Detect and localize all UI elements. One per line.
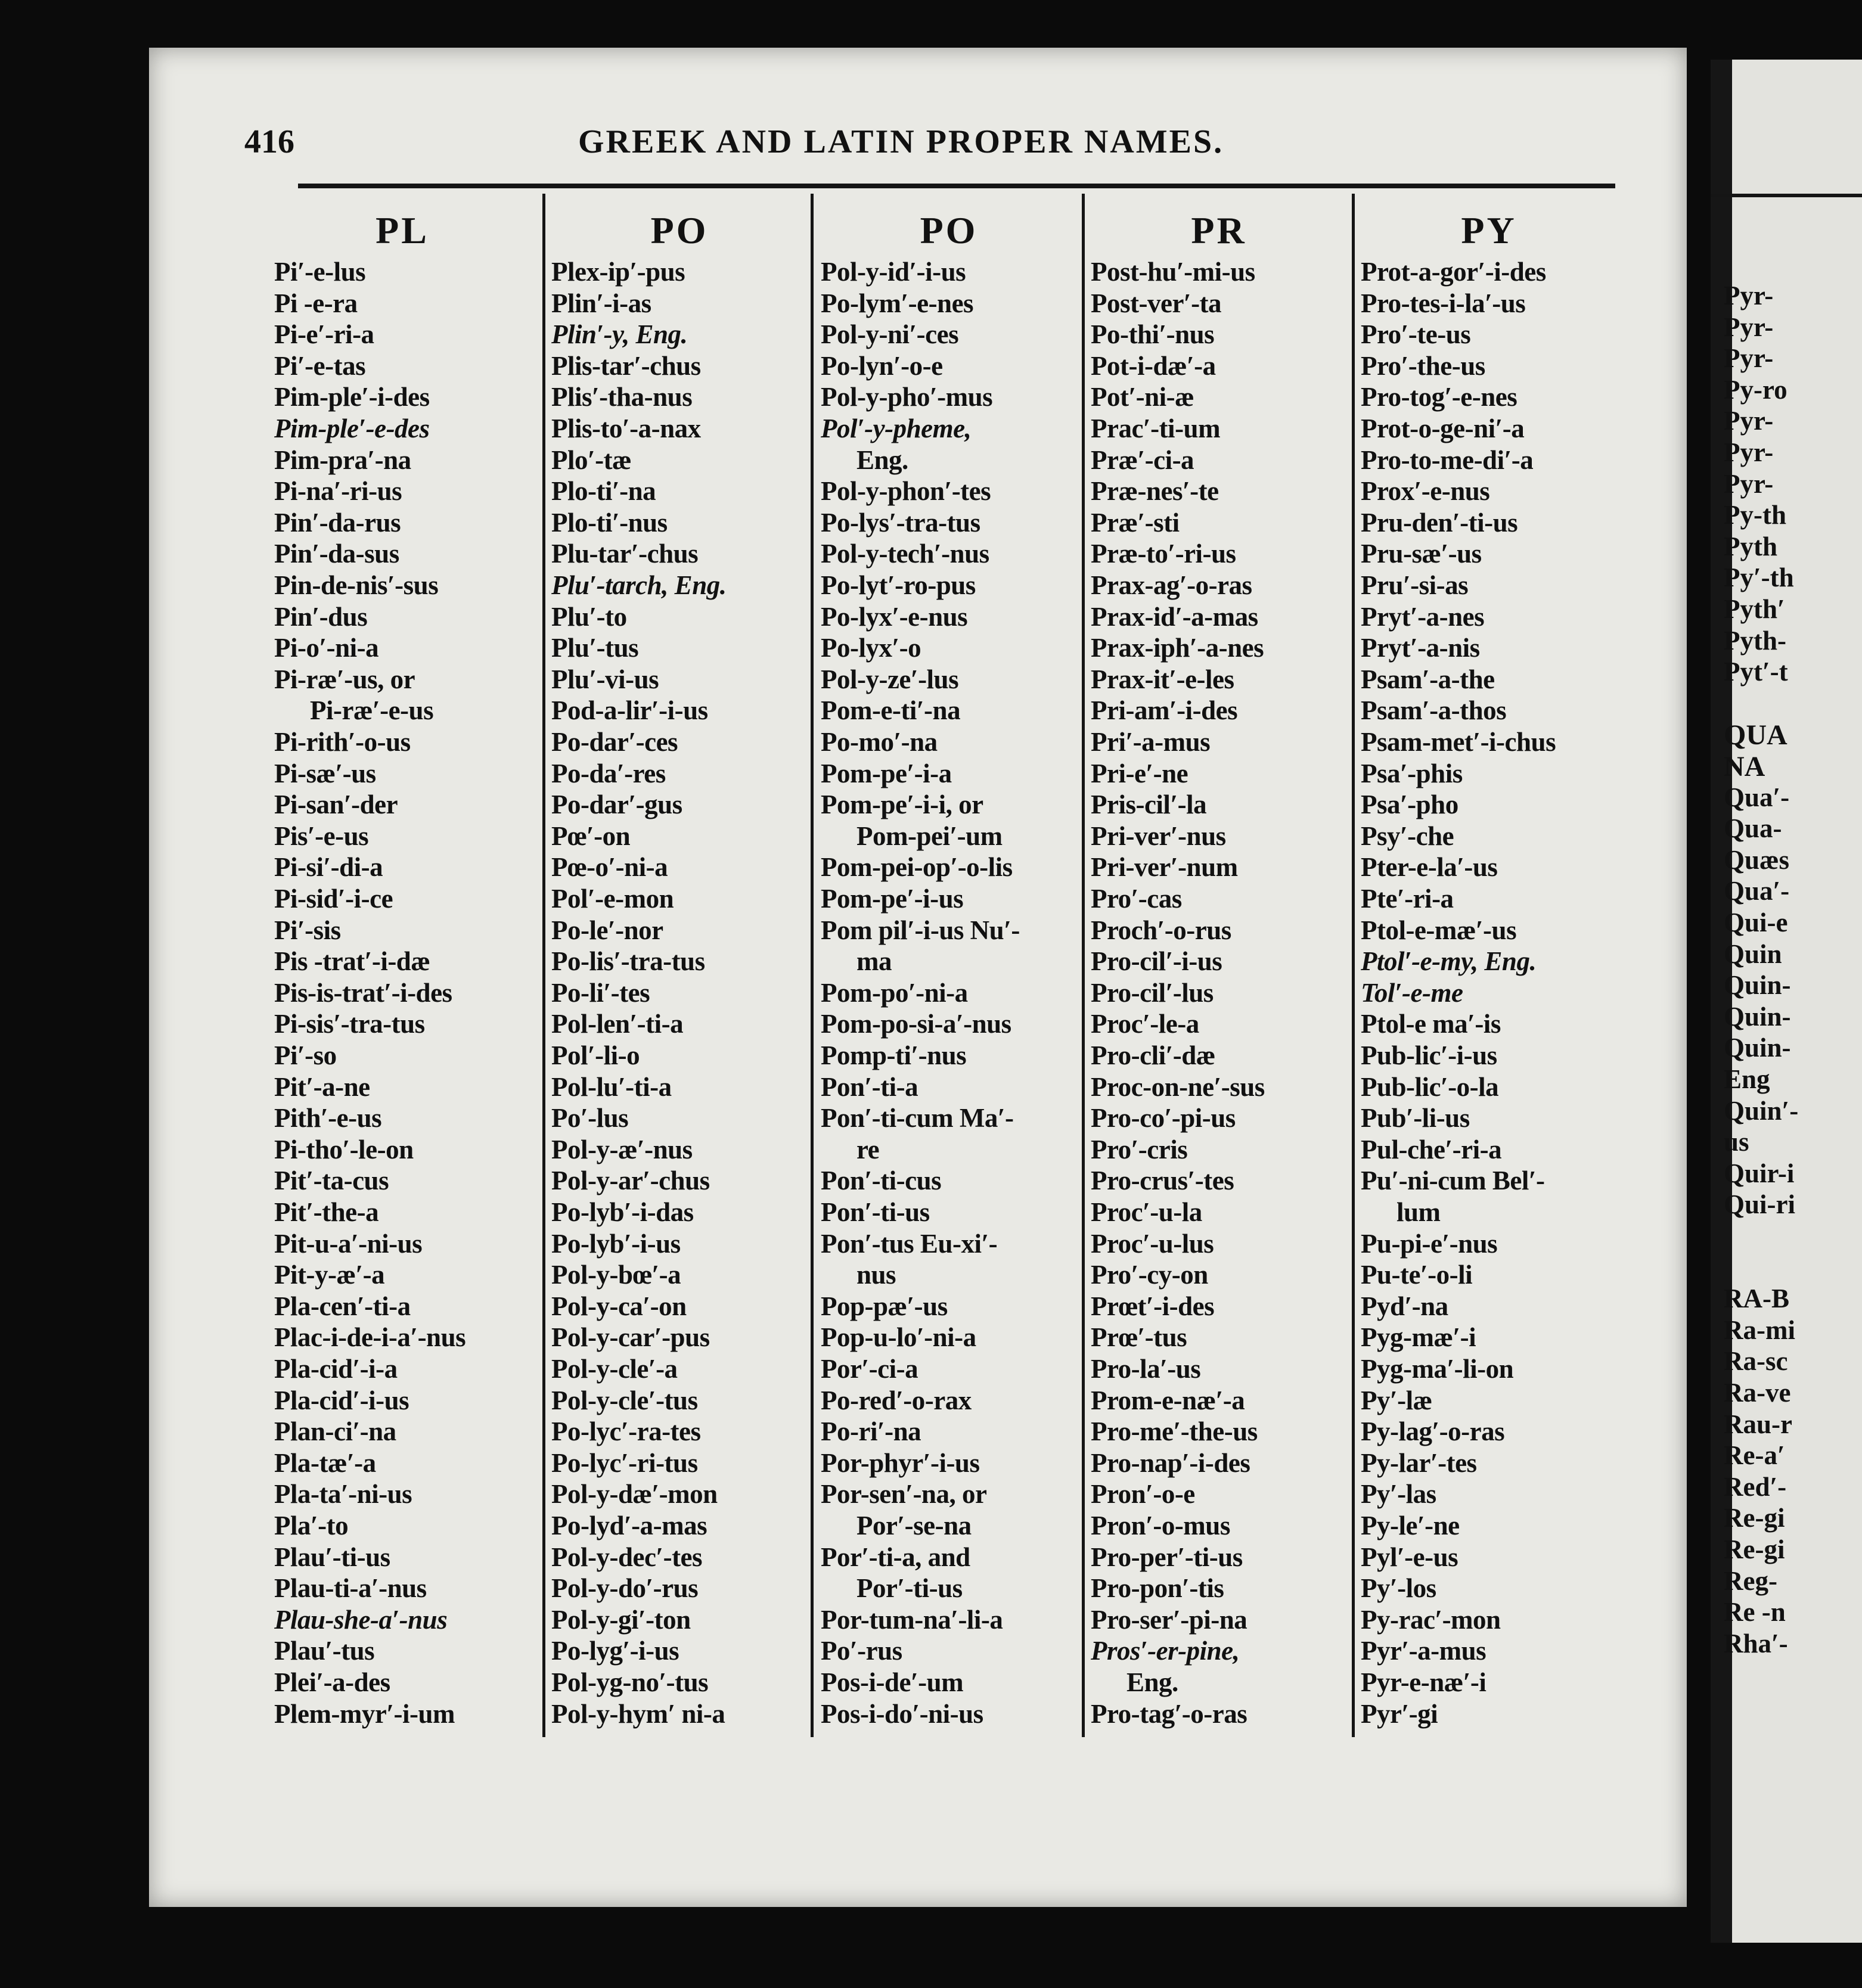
name-entry: Por′-ti-us [856,1573,963,1604]
name-entry: Pro-cil′-lus [1091,977,1214,1008]
name-entry: Pis′-e-us [274,821,369,851]
facing-page-entry: Qua- [1724,813,1782,844]
facing-page-entry: Quin- [1724,1001,1791,1032]
name-entry: Prax-iph′-a-nes [1091,633,1264,663]
name-entry: Po-li′-tes [551,977,650,1008]
name-entry: Pol-y-gi′-ton [551,1604,691,1635]
name-entry: Pi-sid′-i-ce [274,884,393,914]
column-po-1 [551,209,808,1746]
name-entry: Pro-to-me-di′-a [1361,445,1534,475]
name-entry: Pro-per′-ti-us [1091,1542,1243,1572]
name-entry: Pos-i-de′-um [821,1667,964,1697]
name-entry: Pri′-a-mus [1091,727,1211,757]
name-entry: Pot′-ni-æ [1091,382,1194,412]
facing-page-entry: Rau-r [1724,1409,1792,1439]
name-entry: Plau-ti-a′-nus [274,1573,427,1604]
name-entry: Plei′-a-des [274,1667,390,1697]
name-entry: Pu-pi-e′-nus [1361,1228,1498,1259]
name-entry: Py-lar′-tes [1361,1447,1477,1478]
name-entry: Pu′-ni-cum Bel′- [1361,1166,1545,1196]
name-entry: Py′-los [1361,1573,1436,1604]
name-entry: Plo′-tæ [551,445,632,475]
facing-page-entry: Re-gi [1724,1503,1785,1533]
name-entry: Plo-ti′-na [551,476,656,507]
name-entry: Por-phyr′-i-us [821,1447,980,1478]
header-rule [298,184,1615,188]
name-entry: Pyr-e-næ′-i [1361,1667,1487,1697]
facing-page-entry: Pyr- [1724,437,1774,467]
name-entry: Pim-pra′-na [274,445,411,475]
name-entry: Pri-ver′-nus [1091,821,1226,851]
name-entry: Pol-y-id′-i-us [821,257,966,287]
name-entry: Pris-cil′-la [1091,790,1207,820]
name-entry: Pyl′-e-us [1361,1542,1458,1572]
name-entry: Pyr′-gi [1361,1698,1438,1729]
name-entry: Pul-che′-ri-a [1361,1134,1502,1164]
name-entry: Plis′-tha-nus [551,382,693,412]
name-entry: Pro′-the-us [1361,350,1485,381]
name-entry: Pod-a-lir′-i-us [551,695,708,726]
name-entry: Plu′-vi-us [551,664,659,694]
name-entry: Pi-sis′-tra-tus [274,1009,425,1039]
name-entry: ma [856,946,892,977]
facing-page-entry: us [1724,1127,1749,1157]
name-entry: Plau′-tus [274,1636,375,1666]
facing-page-entry: Qui-e [1724,908,1788,937]
name-entry: Plan-ci′-na [274,1417,396,1447]
facing-page-entry: Py′-th [1724,563,1794,593]
name-entry: Post-hu′-mi-us [1091,257,1255,287]
name-entry: Pon′-ti-cus [821,1166,942,1196]
page-header [244,119,1615,173]
name-entry: Po-mo′-na [821,727,938,757]
name-entry: Prax-ag′-o-ras [1091,570,1252,600]
column-heading: PO [650,209,709,251]
facing-page-entry: Ra-sc [1724,1346,1788,1377]
name-entry: Pot-i-dæ′-a [1091,350,1216,381]
name-entry: Po-ri′-na [821,1417,921,1447]
name-entry: Po-lyx′-o [821,633,921,663]
name-entry: Pith′-e-us [274,1103,382,1133]
name-entry: Pit-u-a′-ni-us [274,1228,423,1259]
name-entry: Po-lyb′-i-us [551,1228,681,1259]
name-entry: Pri-ver′-num [1091,852,1238,883]
facing-page-entry: Qui-ri [1724,1189,1795,1220]
name-entry: Pomp-ti′-nus [821,1040,967,1070]
name-entry: Præ-nes′-te [1091,476,1219,507]
name-entry: Pon′-ti-a [821,1071,918,1102]
name-entry: Po-le′-nor [551,915,663,945]
name-entry: Pi′-sis [274,915,341,945]
name-entry: Pro-crus′-tes [1091,1166,1234,1196]
name-entry: Pol-y-dec′-tes [551,1542,703,1572]
name-entry: Proch′-o-rus [1091,915,1231,945]
name-entry: Psy′-che [1361,821,1454,851]
name-entry: Pla-ta′-ni-us [274,1479,412,1509]
name-entry: Pin-de-nis′-sus [274,570,439,600]
name-entry: Præ′-ci-a [1091,445,1194,475]
name-entry: Pos-i-do′-ni-us [821,1698,983,1729]
name-entry: Po-lyc′-ra-tes [551,1417,701,1447]
name-entry: Pop-pæ′-us [821,1291,948,1321]
facing-page-entry: Pyth′ [1724,594,1785,624]
facing-page-entry: Red′- [1724,1471,1787,1502]
facing-page-fragment [1711,60,1862,1943]
name-entry: Pro-co′-pi-us [1091,1103,1236,1133]
name-entry: Tol′-e-me [1361,977,1463,1008]
name-entry: Por-sen′-na, or [821,1479,987,1509]
name-entry: Pro-cli′-dæ [1091,1040,1215,1070]
name-entry: Pon′-ti-us [821,1197,930,1227]
name-entry: Pla-cid′-i-a [274,1354,398,1384]
name-entry: Eng. [856,445,908,475]
name-entry: Pom-po′-ni-a [821,977,968,1008]
name-entry: Pryt′-a-nis [1361,633,1480,663]
name-entry: Po-lyb′-i-das [551,1197,694,1227]
name-entry: Pru-den′-ti-us [1361,507,1518,538]
name-entry: re [856,1134,880,1164]
name-entry: Pro′-cy-on [1091,1260,1208,1290]
name-entry: Pros′-er-pine, [1091,1636,1240,1666]
name-entry: Po-lyc′-ri-tus [551,1447,698,1478]
column-divider [811,194,814,1737]
name-entry: Pol-y-ni′-ces [821,319,959,350]
facing-page-entry: Py-th [1724,500,1786,530]
name-entry: Psa′-pho [1361,790,1458,820]
name-entry: Plau-she-a′-nus [274,1604,448,1635]
name-entry: Pin′-da-rus [274,507,401,538]
running-title: GREEK AND LATIN PROPER NAMES. [578,123,1224,160]
name-entry: Pro′-cris [1091,1134,1188,1164]
name-entry: Po-lym′-e-nes [821,288,974,318]
column-pr [1091,209,1347,1746]
name-entry: Præ′-sti [1091,507,1180,538]
name-entry: Po-lyd′-a-mas [551,1511,707,1540]
name-entry: Pro-tes-i-la′-us [1361,288,1526,318]
name-entry: Pi′-so [274,1040,337,1070]
facing-page-entry: NA [1724,751,1765,782]
name-entry: Py′-læ [1361,1385,1432,1415]
name-entry: Pol-y-ar′-chus [551,1166,710,1196]
name-entry: Proc′-u-la [1091,1197,1202,1227]
name-entry: Py-le′-ne [1361,1511,1460,1540]
name-entry: Plex-ip′-pus [551,257,685,287]
facing-page-entry: Pyt′-t [1724,657,1788,687]
facing-head-rule [1711,194,1862,197]
name-entry: Pol-y-dæ′-mon [551,1479,718,1509]
facing-page-entry: Pyr- [1724,343,1774,374]
name-entry: Prot-a-gor′-i-des [1361,257,1546,287]
name-entry: Pol-y-ze′-lus [821,664,959,694]
name-entry: Pis -trat′-i-dæ [274,946,430,977]
name-entry: Pu-te′-o-li [1361,1260,1473,1290]
name-entry: Ptol-e-mæ′-us [1361,915,1517,945]
name-entry: Pol′-li-o [551,1040,640,1070]
name-entry: Pru-sæ′-us [1361,539,1482,569]
facing-page-entry: Ra-mi [1724,1315,1795,1345]
facing-page-entry: Ra-ve [1724,1378,1791,1408]
name-entry: Py′-las [1361,1479,1436,1509]
name-entry: Pœ-o′-ni-a [551,852,668,883]
facing-page-entry: Pyr- [1724,468,1774,499]
column-heading: PR [1191,209,1247,251]
name-entry: Po-dar′-ces [551,727,678,757]
name-entry: Pub-lic′-i-us [1361,1040,1497,1070]
name-entry: Pru′-si-as [1361,570,1469,600]
name-entry: Por′-ci-a [821,1354,918,1384]
name-entry: Pi-na′-ri-us [274,476,402,507]
name-entry: Pol-y-æ′-nus [551,1134,693,1164]
name-entry: Plis-tar′-chus [551,350,701,381]
name-entry: nus [856,1260,896,1290]
name-entry: Prax-id′-a-mas [1091,601,1258,632]
name-entry: Pyg-ma′-li-on [1361,1354,1514,1384]
name-entry: Psa′-phis [1361,758,1463,788]
name-entry: Pro-tog′-e-nes [1361,382,1517,412]
name-entry: Prax-it′-e-les [1091,664,1234,694]
name-entry: Pom-pe′-i-i, or [821,790,983,820]
facing-page-entry: Quin [1724,939,1782,969]
name-entry: Pi-tho′-le-on [274,1134,414,1164]
name-entry: Pi-rith′-o-us [274,727,411,757]
name-entry: Pin′-da-sus [274,539,399,569]
column-heading: PO [920,209,978,251]
facing-page-entry: Pyr- [1724,406,1774,436]
name-entry: Pom pil′-i-us Nu′- [821,915,1020,945]
name-entry: Por-tum-na′-li-a [821,1604,1003,1635]
name-entry: Pi-e′-ri-a [274,319,374,350]
name-entry: Pro-nap′-i-des [1091,1447,1250,1478]
name-entry: Pri-e′-ne [1091,758,1188,788]
name-entry: Pub-lic′-o-la [1361,1071,1499,1102]
name-entry: Pla-tæ′-a [274,1447,376,1478]
name-entry: Pol-yg-no′-tus [551,1667,709,1697]
name-entry: Pit′-the-a [274,1197,379,1227]
name-entry: Proc′-u-lus [1091,1228,1214,1259]
name-entry: Po-red′-o-rax [821,1385,972,1415]
name-entry: Pryt′-a-nes [1361,601,1485,632]
name-entry: Pol-y-bœ′-a [551,1260,681,1290]
name-entry: Prox′-e-nus [1361,476,1490,507]
name-entry: Eng. [1126,1667,1178,1697]
name-entry: Psam-met′-i-chus [1361,727,1556,757]
name-entry: Pro-cil′-i-us [1091,946,1222,977]
column-po-2 [821,209,1077,1746]
name-entry: Prot-o-ge-ni′-a [1361,414,1525,443]
name-entry: Pron′-o-e [1091,1479,1195,1509]
name-entry: Prom-e-næ′-a [1091,1385,1245,1415]
name-entry: Pis-is-trat′-i-des [274,977,452,1008]
name-entry: Plem-myr′-i-um [274,1698,455,1729]
name-entry: Pi-ræ′-us, or [274,664,415,694]
page-number: 416 [244,123,294,160]
name-entry: Pom-e-ti′-na [821,695,961,726]
name-entry: Pyd′-na [1361,1291,1448,1321]
name-entry: Por′-se-na [856,1511,972,1540]
name-entry: Pol-y-phon′-tes [821,476,991,507]
facing-page-entry: Qua′- [1724,876,1790,906]
facing-page-entry: Reg- [1724,1565,1777,1596]
column-divider [1082,194,1085,1737]
name-entry: Prœt′-i-des [1091,1291,1215,1321]
name-entry: Pom-pe′-i-us [821,884,964,914]
facing-page-entry: Py-ro [1724,374,1787,405]
name-entry: Pyg-mæ′-i [1361,1322,1476,1353]
name-entry: Plin′-i-as [551,288,651,318]
facing-page-entry: Eng [1724,1064,1770,1094]
name-entry: Pla-cid′-i-us [274,1385,409,1415]
name-entry: Pub′-li-us [1361,1103,1470,1133]
name-entry: Plin′-y, Eng. [551,319,688,350]
name-entry: Pi-ræ′-e-us [310,695,434,726]
name-entry: Pol-y-pho′-mus [821,382,993,412]
name-entry: Pi-o′-ni-a [274,633,379,663]
name-entry: Plu-tar′-chus [551,539,699,569]
name-entry: Pom-po-si-a′-nus [821,1009,1011,1039]
column-py [1361,209,1617,1746]
name-entry: Plis-to′-a-nax [551,414,701,443]
name-entry: Pyr′-a-mus [1361,1636,1487,1666]
facing-page-entry: Pyr- [1724,281,1774,310]
name-entry: Pro-pon′-tis [1091,1573,1224,1604]
facing-page-entry: Qua′- [1724,782,1790,812]
name-entry: Pol-y-car′-pus [551,1322,710,1353]
name-entry: Po-lis′-tra-tus [551,946,705,977]
name-entry: Por′-ti-a, and [821,1542,970,1572]
name-entry: Pron′-o-mus [1091,1511,1230,1540]
facing-page-entry: Pyth- [1724,625,1786,656]
name-entry: Prac′-ti-um [1091,414,1221,443]
facing-page-entry: QUA [1724,719,1787,751]
column-pl [274,209,530,1746]
name-entry: Prœ′-tus [1091,1322,1187,1353]
name-entry: Plu′-tarch, Eng. [551,570,727,600]
name-entry: Pol-y-tech′-nus [821,539,989,569]
name-entry: Pol′-e-mon [551,884,674,914]
name-entry: Post-ver′-ta [1091,288,1222,318]
name-entry: Po-da′-res [551,758,666,788]
facing-page-entry: Quin- [1724,1033,1791,1063]
name-entry: Pœ′-on [551,821,631,851]
name-entry: Po-lyn′-o-e [821,350,943,381]
name-entry: Pol-len′-ti-a [551,1009,684,1039]
name-entry: Pim-ple′-i-des [274,382,430,412]
name-entry: Po′-lus [551,1103,629,1133]
name-entry: Plu′-tus [551,633,639,663]
name-entry: Pro-tag′-o-ras [1091,1698,1247,1729]
name-entry: Py-rac′-mon [1361,1604,1501,1635]
name-entry: Psam′-a-the [1361,664,1495,694]
name-entry: Pri-am′-i-des [1091,695,1238,726]
name-entry: Pon′-tus Eu-xi′- [821,1228,998,1259]
name-entry: Pol-y-hym′ ni-a [551,1698,725,1729]
name-entry: Py-lag′-o-ras [1361,1417,1505,1447]
name-entry: Po-lys′-tra-tus [821,507,980,538]
column-heading: PL [375,209,429,251]
name-entry: Pim-ple′-e-des [274,414,430,443]
facing-page-entry: Re-gi [1724,1535,1785,1564]
name-entry: Ptol′-e-my, Eng. [1361,946,1537,977]
name-entry: Pom-pe′-i-a [821,758,952,788]
name-entry: Pro′-cas [1091,884,1182,914]
name-entry: Pol′-y-pheme, [821,414,972,443]
name-entry: Pi-san′-der [274,790,398,820]
column-divider [1352,194,1355,1737]
name-entry: Pi-sæ′-us [274,758,376,788]
name-entry: Pte′-ri-a [1361,884,1454,914]
name-entry: Præ-to′-ri-us [1091,539,1236,569]
name-entry: Pla′-to [274,1511,349,1540]
name-entry: Pol-lu′-ti-a [551,1071,672,1102]
name-entry: Pop-u-lo′-ni-a [821,1322,976,1353]
name-entry: Pla-cen′-ti-a [274,1291,411,1321]
name-entry: Po′-rus [821,1636,902,1666]
facing-page-entry: Quir-i [1724,1158,1795,1188]
name-entry: Pom-pei-op′-o-lis [821,852,1013,883]
name-entry: Psam′-a-thos [1361,695,1507,726]
name-entry: Po-lyt′-ro-pus [821,570,976,600]
name-entry: Proc′-le-a [1091,1009,1199,1039]
name-entry: Pro-la′-us [1091,1354,1201,1384]
name-entry: Plo-ti′-nus [551,507,668,538]
name-entry: Pon′-ti-cum Ma′- [821,1103,1014,1133]
name-entry: Pro-me′-the-us [1091,1417,1258,1447]
name-entry: Pol-y-ca′-on [551,1291,687,1321]
name-entry: Pro-ser′-pi-na [1091,1604,1247,1635]
name-entry: Pi′-e-tas [274,350,366,381]
name-entry: Pol-y-cle′-tus [551,1385,698,1415]
facing-page-entry: Re-a′ [1724,1440,1785,1471]
name-entry: Pro′-te-us [1361,319,1471,350]
name-entry: Pit′-a-ne [274,1071,370,1102]
name-entry: lum [1396,1197,1441,1227]
name-entry: Pi -e-ra [274,288,358,318]
name-entry: Pol-y-do′-rus [551,1573,699,1604]
name-entry: Po-lyg′-i-us [551,1636,679,1666]
facing-page-entry: Quæs [1724,844,1790,875]
name-entry: Pter-e-la′-us [1361,852,1498,883]
name-entry: Po-thi′-nus [1091,319,1215,350]
facing-page-entry: Quin- [1724,970,1791,1001]
facing-page-entry: Re -n [1724,1597,1786,1627]
name-entry: Pi-si′-di-a [274,852,383,883]
name-entry: Plac-i-de-i-a′-nus [274,1322,466,1353]
name-entry: Po-lyx′-e-nus [821,601,968,632]
name-entry: Pit′-ta-cus [274,1166,389,1196]
column-heading: PY [1461,209,1517,251]
name-entry: Plau′-ti-us [274,1542,390,1572]
name-entry: Plu′-to [551,601,627,632]
name-entry: Pom-pei′-um [856,821,1003,851]
name-entry: Pi′-e-lus [274,257,366,287]
name-entry: Pit-y-æ′-a [274,1260,385,1290]
name-entry: Po-dar′-gus [551,790,682,820]
facing-page-entry: Pyth [1724,531,1777,561]
name-entry: Pin′-dus [274,601,368,632]
facing-page-entry: Quin′- [1724,1095,1799,1126]
name-entry: Proc-on-ne′-sus [1091,1071,1265,1102]
facing-page-entry: RA-B [1724,1284,1789,1314]
facing-page-entry: Pyr- [1724,312,1774,342]
column-divider [542,194,545,1737]
name-entry: Pol-y-cle′-a [551,1354,678,1384]
facing-page-entry: Rha′- [1724,1628,1788,1658]
name-entry: Ptol-e ma′-is [1361,1009,1501,1039]
